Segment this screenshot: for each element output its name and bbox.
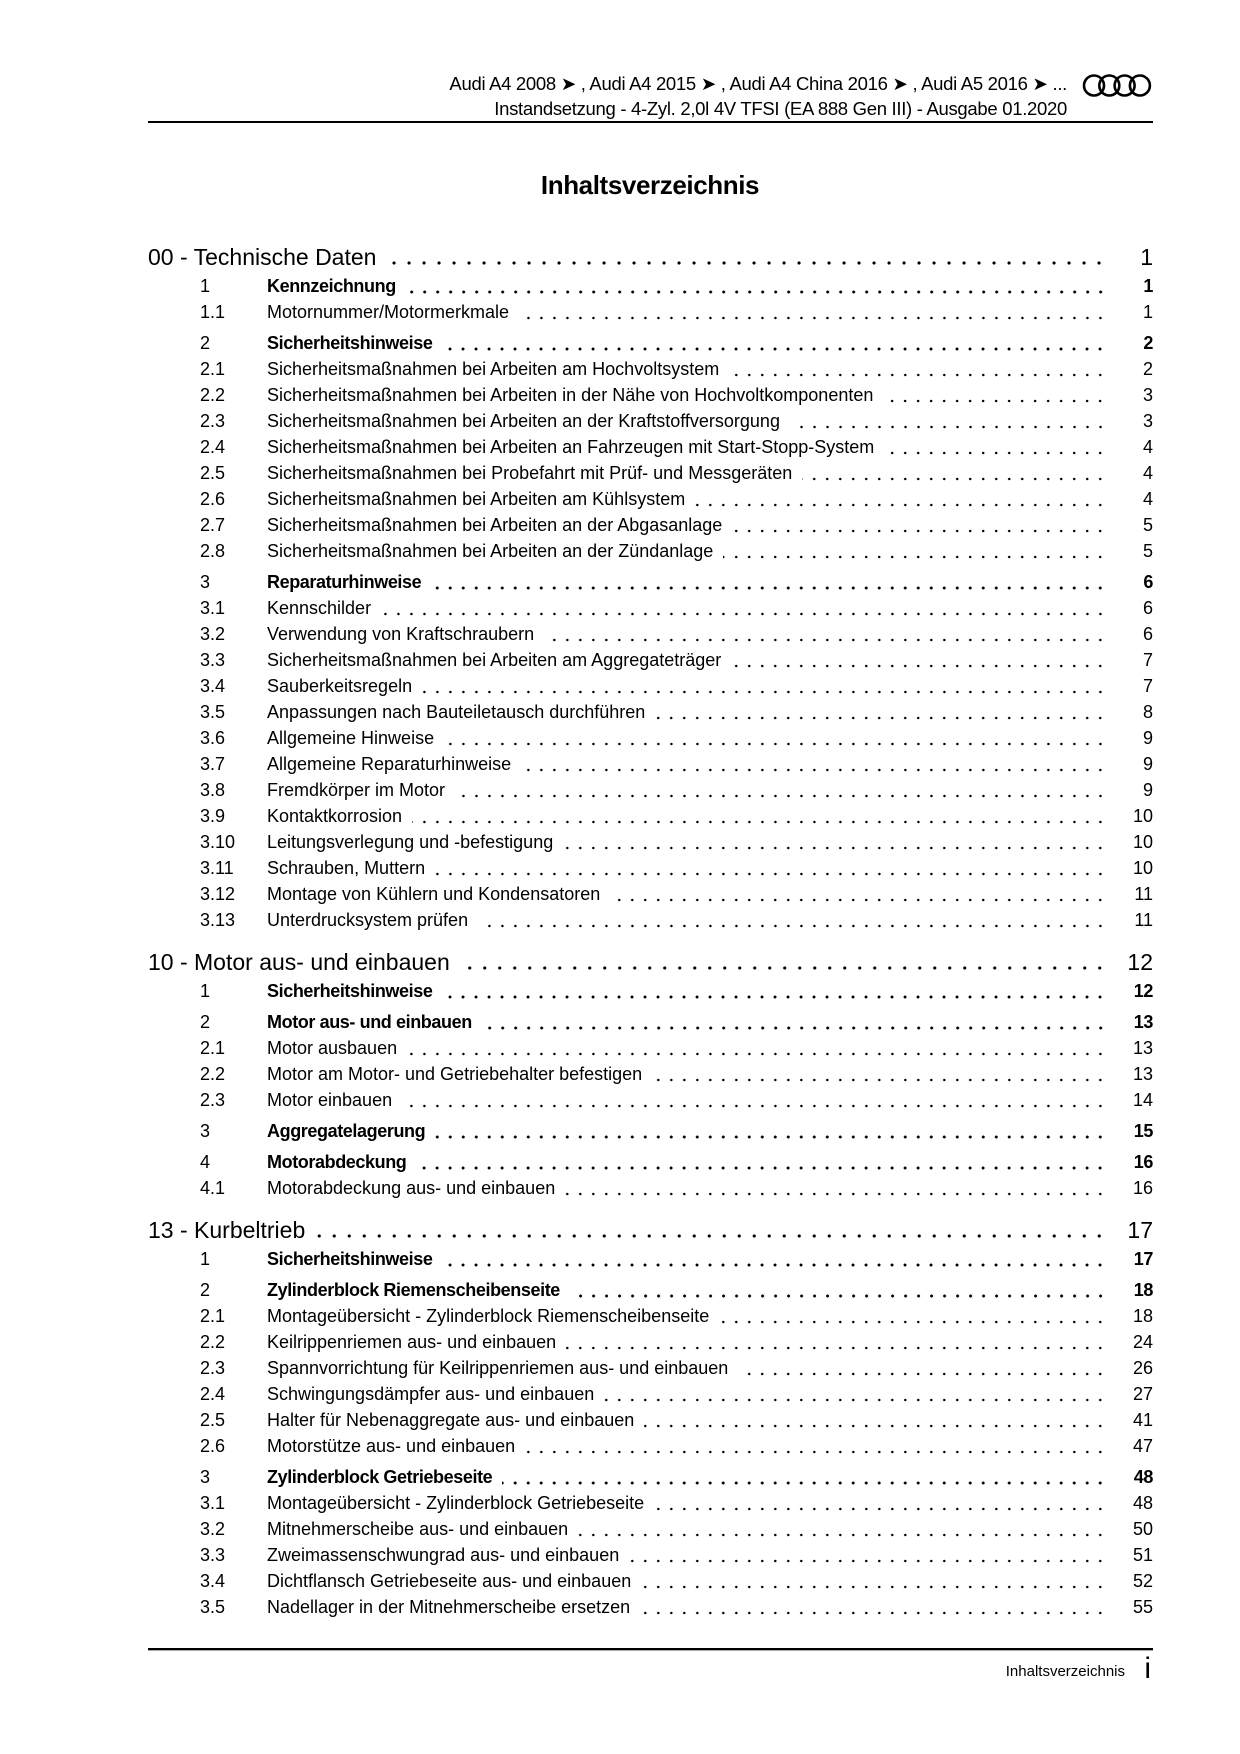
section-number: 3.5: [200, 1597, 226, 1617]
page-number: 55: [1132, 1597, 1153, 1617]
toc-subsection-entry[interactable]: [148, 855, 1153, 881]
section-number: 3.1: [200, 598, 226, 618]
section-title: Schwingungsdämpfer aus- und einbauen: [267, 1384, 595, 1404]
page-number: 4: [1142, 489, 1153, 509]
toc-subsection-entry[interactable]: [148, 512, 1153, 538]
toc-section-entry[interactable]: [148, 330, 1153, 356]
footer-divider: [148, 1648, 1153, 1651]
section-title: Zweimassenschwungrad aus- und einbauen: [267, 1545, 620, 1565]
page-number: 1: [1140, 244, 1153, 270]
toc-section-entry[interactable]: [148, 1149, 1153, 1175]
section-number: 3.1: [200, 1493, 226, 1513]
dot-leader: [654, 1507, 1107, 1511]
toc-section-entry[interactable]: [148, 1277, 1153, 1303]
section-title: Leitungsverlegung und -befestigung: [267, 832, 554, 852]
header-models: Audi A4 2008 ➤ , Audi A4 2015 ➤ , Audi A4 China 2016 ➤ , Audi A5 2016 ➤ ...: [449, 73, 1067, 94]
section-number: 2.7: [200, 515, 226, 535]
section-number: 2.5: [200, 463, 226, 483]
dot-leader: [719, 1320, 1107, 1324]
section-title: Kennschilder: [267, 598, 372, 618]
section-title: Reparaturhinweise: [267, 572, 422, 592]
section-title: Montageübersicht - Zylinderblock Riemenscheibenseite: [267, 1306, 710, 1326]
section-number: 2.5: [200, 1410, 226, 1430]
page-number: 5: [1142, 541, 1153, 561]
toc-subsection-entry[interactable]: [148, 673, 1153, 699]
header-subtitle: Instandsetzung - 4-Zyl. 2,0l 4V TFSI (EA 888 Gen III) - Ausgabe 01.2020: [494, 98, 1067, 119]
section-number: 3: [200, 572, 211, 592]
toc-subsection-entry[interactable]: [148, 621, 1153, 647]
page-number: 11: [1134, 884, 1153, 904]
dot-leader: [723, 555, 1107, 559]
dot-leader: [640, 1611, 1107, 1615]
toc-subsection-entry[interactable]: [148, 1087, 1153, 1113]
page-number: 17: [1133, 1249, 1153, 1269]
dot-leader: [386, 261, 1107, 265]
dot-leader: [416, 1166, 1107, 1170]
toc-subsection-entry[interactable]: [148, 803, 1153, 829]
chapter-title: 13 - Kurbeltrieb: [148, 1217, 306, 1243]
page-number: 9: [1142, 754, 1153, 774]
dot-leader: [431, 586, 1107, 590]
toc-section-entry[interactable]: [148, 569, 1153, 595]
toc-chapter-entry[interactable]: [148, 946, 1153, 978]
dot-leader: [412, 820, 1107, 824]
page-number: 7: [1142, 650, 1153, 670]
section-title: Dichtflansch Getriebeseite aus- und einbauen: [267, 1571, 632, 1591]
toc-subsection-entry[interactable]: [148, 408, 1153, 434]
page-number: 13: [1132, 1038, 1153, 1058]
chapter-title: 10 - Motor aus- und einbauen: [148, 949, 450, 975]
section-title: Kontaktkorrosion: [267, 806, 403, 826]
page-number: 2: [1142, 359, 1153, 379]
toc-subsection-entry[interactable]: [148, 1303, 1153, 1329]
page-number: 26: [1132, 1358, 1153, 1378]
section-number: 2.4: [200, 437, 226, 457]
section-title: Sicherheitshinweise: [267, 333, 433, 353]
section-number: 3.2: [200, 1519, 226, 1539]
section-title: Sicherheitsmaßnahmen bei Arbeiten in der Nähe von Hochvoltkomponenten: [267, 385, 874, 405]
section-number: 1.1: [200, 302, 226, 322]
section-title: Sauberkeitsregeln: [267, 676, 413, 696]
page-number: 8: [1142, 702, 1153, 722]
dot-leader: [884, 451, 1107, 455]
section-number: 4.1: [200, 1178, 226, 1198]
dot-leader: [435, 1135, 1107, 1139]
section-number: 2.6: [200, 1436, 226, 1456]
section-number: 1: [200, 1249, 211, 1269]
dot-leader: [381, 612, 1107, 616]
toc-subsection-entry[interactable]: [148, 1061, 1153, 1087]
toc-subsection-entry[interactable]: [148, 881, 1153, 907]
dot-leader: [644, 1424, 1107, 1428]
toc-section-entry[interactable]: [148, 978, 1153, 1004]
section-number: 2.2: [200, 1332, 226, 1352]
toc-subsection-entry[interactable]: [148, 434, 1153, 460]
toc-subsection-entry[interactable]: [148, 299, 1153, 325]
footer-page-number: i: [1144, 1652, 1151, 1685]
section-title: Sicherheitsmaßnahmen bei Probefahrt mit Prüf- und Messgeräten: [267, 463, 793, 483]
toc-section-entry[interactable]: [148, 1009, 1153, 1035]
dot-leader: [525, 1450, 1107, 1454]
dot-leader: [521, 768, 1107, 772]
section-title: Motorstütze aus- und einbauen: [267, 1436, 516, 1456]
section-title: Kennzeichnung: [267, 276, 396, 296]
section-title: Schrauben, Muttern: [267, 858, 426, 878]
toc-subsection-entry[interactable]: [148, 1355, 1153, 1381]
dot-leader: [883, 399, 1107, 403]
dot-leader: [729, 373, 1107, 377]
section-title: Zylinderblock Riemenscheibenseite: [267, 1280, 560, 1300]
dot-leader: [563, 846, 1107, 850]
section-number: 2: [200, 1280, 211, 1300]
section-number: 3.3: [200, 650, 226, 670]
page-number: 47: [1132, 1436, 1153, 1456]
page-number: 3: [1142, 385, 1153, 405]
toc-subsection-entry[interactable]: [148, 1490, 1153, 1516]
dot-leader: [566, 1346, 1107, 1350]
toc-subsection-entry[interactable]: [148, 1175, 1153, 1201]
section-number: 2.1: [200, 1306, 226, 1326]
section-title: Aggregatelagerung: [267, 1121, 426, 1141]
section-number: 2.2: [200, 385, 226, 405]
section-title: Allgemeine Reparaturhinweise: [267, 754, 512, 774]
page-number: 2: [1143, 333, 1153, 353]
section-title: Nadellager in der Mitnehmerscheibe ersetzen: [267, 1597, 631, 1617]
dot-leader: [406, 290, 1107, 294]
section-number: 2.6: [200, 489, 226, 509]
page-number: 6: [1143, 572, 1153, 592]
dot-leader: [578, 1533, 1107, 1537]
dot-leader: [544, 638, 1107, 642]
page-number: 10: [1132, 858, 1153, 878]
dot-leader: [790, 425, 1107, 429]
toc-subsection-entry[interactable]: [148, 1568, 1153, 1594]
page-number: 18: [1133, 1280, 1153, 1300]
chapter-title: 00 - Technische Daten: [148, 244, 377, 270]
toc-subsection-entry[interactable]: [148, 1329, 1153, 1355]
section-number: 2.1: [200, 1038, 226, 1058]
dot-leader: [407, 1052, 1107, 1056]
page-number: 11: [1134, 910, 1153, 930]
toc-subsection-entry[interactable]: [148, 1594, 1153, 1620]
audi-rings-logo-icon: [1082, 73, 1152, 98]
section-title: Motorabdeckung aus- und einbauen: [267, 1178, 556, 1198]
page-number: 6: [1142, 624, 1153, 644]
toc-subsection-entry[interactable]: [148, 538, 1153, 564]
toc-subsection-entry[interactable]: [148, 486, 1153, 512]
page-number: 27: [1132, 1384, 1153, 1404]
toc-subsection-entry[interactable]: [148, 647, 1153, 673]
toc-subsection-entry[interactable]: [148, 829, 1153, 855]
section-number: 2.3: [200, 411, 226, 431]
section-number: 1: [200, 981, 211, 1001]
dot-leader: [641, 1585, 1107, 1589]
dot-leader: [565, 1192, 1107, 1196]
section-title: Spannvorrichtung für Keilrippenriemen aus- und einbauen: [267, 1358, 729, 1378]
toc-section-entry[interactable]: [148, 1118, 1153, 1144]
section-number: 2.4: [200, 1384, 226, 1404]
page-number: 15: [1133, 1121, 1153, 1141]
page-number: 13: [1132, 1064, 1153, 1084]
dot-leader: [629, 1559, 1107, 1563]
section-number: 3.10: [200, 832, 236, 852]
header-divider: [148, 121, 1153, 123]
dot-leader: [478, 924, 1107, 928]
page-number: 14: [1132, 1090, 1153, 1110]
page-number: 51: [1132, 1545, 1153, 1565]
toc-chapter-entry[interactable]: [148, 241, 1153, 273]
page-number: 13: [1133, 1012, 1153, 1032]
section-number: 3.7: [200, 754, 226, 774]
dot-leader: [482, 1026, 1107, 1030]
page-number: 17: [1127, 1217, 1153, 1243]
section-number: 2: [200, 1012, 211, 1032]
section-title: Mitnehmerscheibe aus- und einbauen: [267, 1519, 569, 1539]
dot-leader: [731, 664, 1107, 668]
page-number: 5: [1142, 515, 1153, 535]
dot-leader: [422, 690, 1107, 694]
section-title: Halter für Nebenaggregate aus- und einbauen: [267, 1410, 635, 1430]
page-title: Inhaltsverzeichnis: [540, 170, 760, 200]
toc-subsection-entry[interactable]: [148, 725, 1153, 751]
toc-subsection-entry[interactable]: [148, 1407, 1153, 1433]
section-title: Verwendung von Kraftschraubern: [267, 624, 535, 644]
dot-leader: [402, 1104, 1107, 1108]
page-number: 7: [1142, 676, 1153, 696]
section-title: Sicherheitsmaßnahmen bei Arbeiten an der Abgasanlage: [267, 515, 723, 535]
section-title: Motorabdeckung: [267, 1152, 407, 1172]
section-title: Sicherheitsmaßnahmen bei Arbeiten an Fahrzeugen mit Start-Stopp-System: [267, 437, 875, 457]
dot-leader: [695, 503, 1107, 507]
dot-leader: [610, 898, 1107, 902]
section-number: 3.3: [200, 1545, 226, 1565]
section-number: 3: [200, 1121, 211, 1141]
footer-section-label: Inhaltsverzeichnis: [1005, 1663, 1125, 1680]
page-number: 10: [1132, 806, 1153, 826]
dot-leader: [570, 1294, 1107, 1298]
section-title: Montage von Kühlern und Kondensatoren: [267, 884, 601, 904]
toc-subsection-entry[interactable]: [148, 777, 1153, 803]
table-of-contents: [148, 241, 1153, 1620]
section-title: Motor am Motor- und Getriebehalter befestigen: [267, 1064, 643, 1084]
page-number: 1: [1142, 302, 1153, 322]
page-number: 9: [1142, 780, 1153, 800]
toc-section-entry[interactable]: [148, 273, 1153, 299]
toc-subsection-entry[interactable]: [148, 1516, 1153, 1542]
section-number: 3: [200, 1467, 211, 1487]
section-number: 3.6: [200, 728, 226, 748]
dot-leader: [502, 1481, 1107, 1485]
dot-leader: [455, 794, 1107, 798]
section-number: 2.3: [200, 1358, 226, 1378]
section-number: 2.8: [200, 541, 226, 561]
dot-leader: [732, 529, 1107, 533]
section-title: Sicherheitsmaßnahmen bei Arbeiten an der Zündanlage: [267, 541, 714, 561]
page-number: 18: [1132, 1306, 1153, 1326]
page-number: 12: [1127, 949, 1153, 975]
toc-subsection-entry[interactable]: [148, 1542, 1153, 1568]
dot-leader: [435, 872, 1107, 876]
dot-leader: [460, 966, 1107, 970]
page-number: 9: [1142, 728, 1153, 748]
section-title: Sicherheitsmaßnahmen bei Arbeiten an der Kraftstoffversorgung: [267, 411, 780, 431]
page-number: 50: [1132, 1519, 1153, 1539]
toc-chapter-entry[interactable]: [148, 1214, 1153, 1246]
toc-subsection-entry[interactable]: [148, 751, 1153, 777]
page-number: 16: [1133, 1152, 1153, 1172]
toc-section-entry[interactable]: [148, 1246, 1153, 1272]
toc-subsection-entry[interactable]: [148, 382, 1153, 408]
page-number: 41: [1132, 1410, 1153, 1430]
dot-leader: [315, 1234, 1107, 1238]
page-number: 4: [1142, 463, 1153, 483]
section-number: 2.1: [200, 359, 226, 379]
page-number: 12: [1133, 981, 1153, 1001]
toc-subsection-entry[interactable]: [148, 1035, 1153, 1061]
dot-leader: [444, 742, 1107, 746]
section-title: Sicherheitshinweise: [267, 981, 433, 1001]
page-number: 4: [1142, 437, 1153, 457]
dot-leader: [738, 1372, 1107, 1376]
dot-leader: [442, 1263, 1107, 1267]
section-number: 3.2: [200, 624, 226, 644]
section-title: Sicherheitsmaßnahmen bei Arbeiten am Hochvoltsystem: [267, 359, 720, 379]
section-number: 3.9: [200, 806, 226, 826]
page-number: 10: [1132, 832, 1153, 852]
toc-subsection-entry[interactable]: [148, 595, 1153, 621]
dot-leader: [442, 347, 1107, 351]
section-number: 3.12: [200, 884, 236, 904]
toc-section-entry[interactable]: [148, 1464, 1153, 1490]
section-number: 1: [200, 276, 211, 296]
section-title: Fremdkörper im Motor: [267, 780, 446, 800]
page-number: 16: [1132, 1178, 1153, 1198]
section-title: Zylinderblock Getriebeseite: [267, 1467, 493, 1487]
section-title: Sicherheitsmaßnahmen bei Arbeiten am Kühlsystem: [267, 489, 686, 509]
section-number: 4: [200, 1152, 211, 1172]
section-title: Motor einbauen: [267, 1090, 393, 1110]
dot-leader: [652, 1078, 1107, 1082]
section-number: 2: [200, 333, 211, 353]
page-number: 24: [1132, 1332, 1153, 1352]
toc-subsection-entry[interactable]: [148, 460, 1153, 486]
page-number: 6: [1142, 598, 1153, 618]
section-title: Keilrippenriemen aus- und einbauen: [267, 1332, 557, 1352]
section-number: 3.13: [200, 910, 236, 930]
dot-leader: [802, 477, 1107, 481]
section-title: Unterdrucksystem prüfen: [267, 910, 469, 930]
toc-subsection-entry[interactable]: [148, 1381, 1153, 1407]
dot-leader: [519, 316, 1107, 320]
section-title: Allgemeine Hinweise: [267, 728, 435, 748]
section-title: Motornummer/Motormerkmale: [267, 302, 510, 322]
section-title: Motor aus- und einbauen: [267, 1012, 472, 1032]
page-number: 48: [1132, 1493, 1153, 1513]
dot-leader: [604, 1398, 1107, 1402]
section-number: 3.4: [200, 676, 226, 696]
page-number: 3: [1142, 411, 1153, 431]
section-number: 3.4: [200, 1571, 226, 1591]
page-number: 52: [1132, 1571, 1153, 1591]
section-number: 2.2: [200, 1064, 226, 1084]
toc-subsection-entry[interactable]: [148, 699, 1153, 725]
toc-subsection-entry[interactable]: [148, 356, 1153, 382]
toc-subsection-entry[interactable]: [148, 907, 1153, 933]
dot-leader: [655, 716, 1107, 720]
toc-subsection-entry[interactable]: [148, 1433, 1153, 1459]
section-number: 2.3: [200, 1090, 226, 1110]
section-number: 3.11: [200, 858, 234, 878]
page-number: 1: [1143, 276, 1153, 296]
section-title: Anpassungen nach Bauteiletausch durchführen: [267, 702, 646, 722]
section-number: 3.8: [200, 780, 226, 800]
page-number: 48: [1133, 1467, 1153, 1487]
section-title: Sicherheitshinweise: [267, 1249, 433, 1269]
section-title: Motor ausbauen: [267, 1038, 398, 1058]
section-number: 3.5: [200, 702, 226, 722]
section-title: Sicherheitsmaßnahmen bei Arbeiten am Aggregateträger: [267, 650, 722, 670]
section-title: Montageübersicht - Zylinderblock Getriebeseite: [267, 1493, 645, 1513]
dot-leader: [442, 995, 1107, 999]
